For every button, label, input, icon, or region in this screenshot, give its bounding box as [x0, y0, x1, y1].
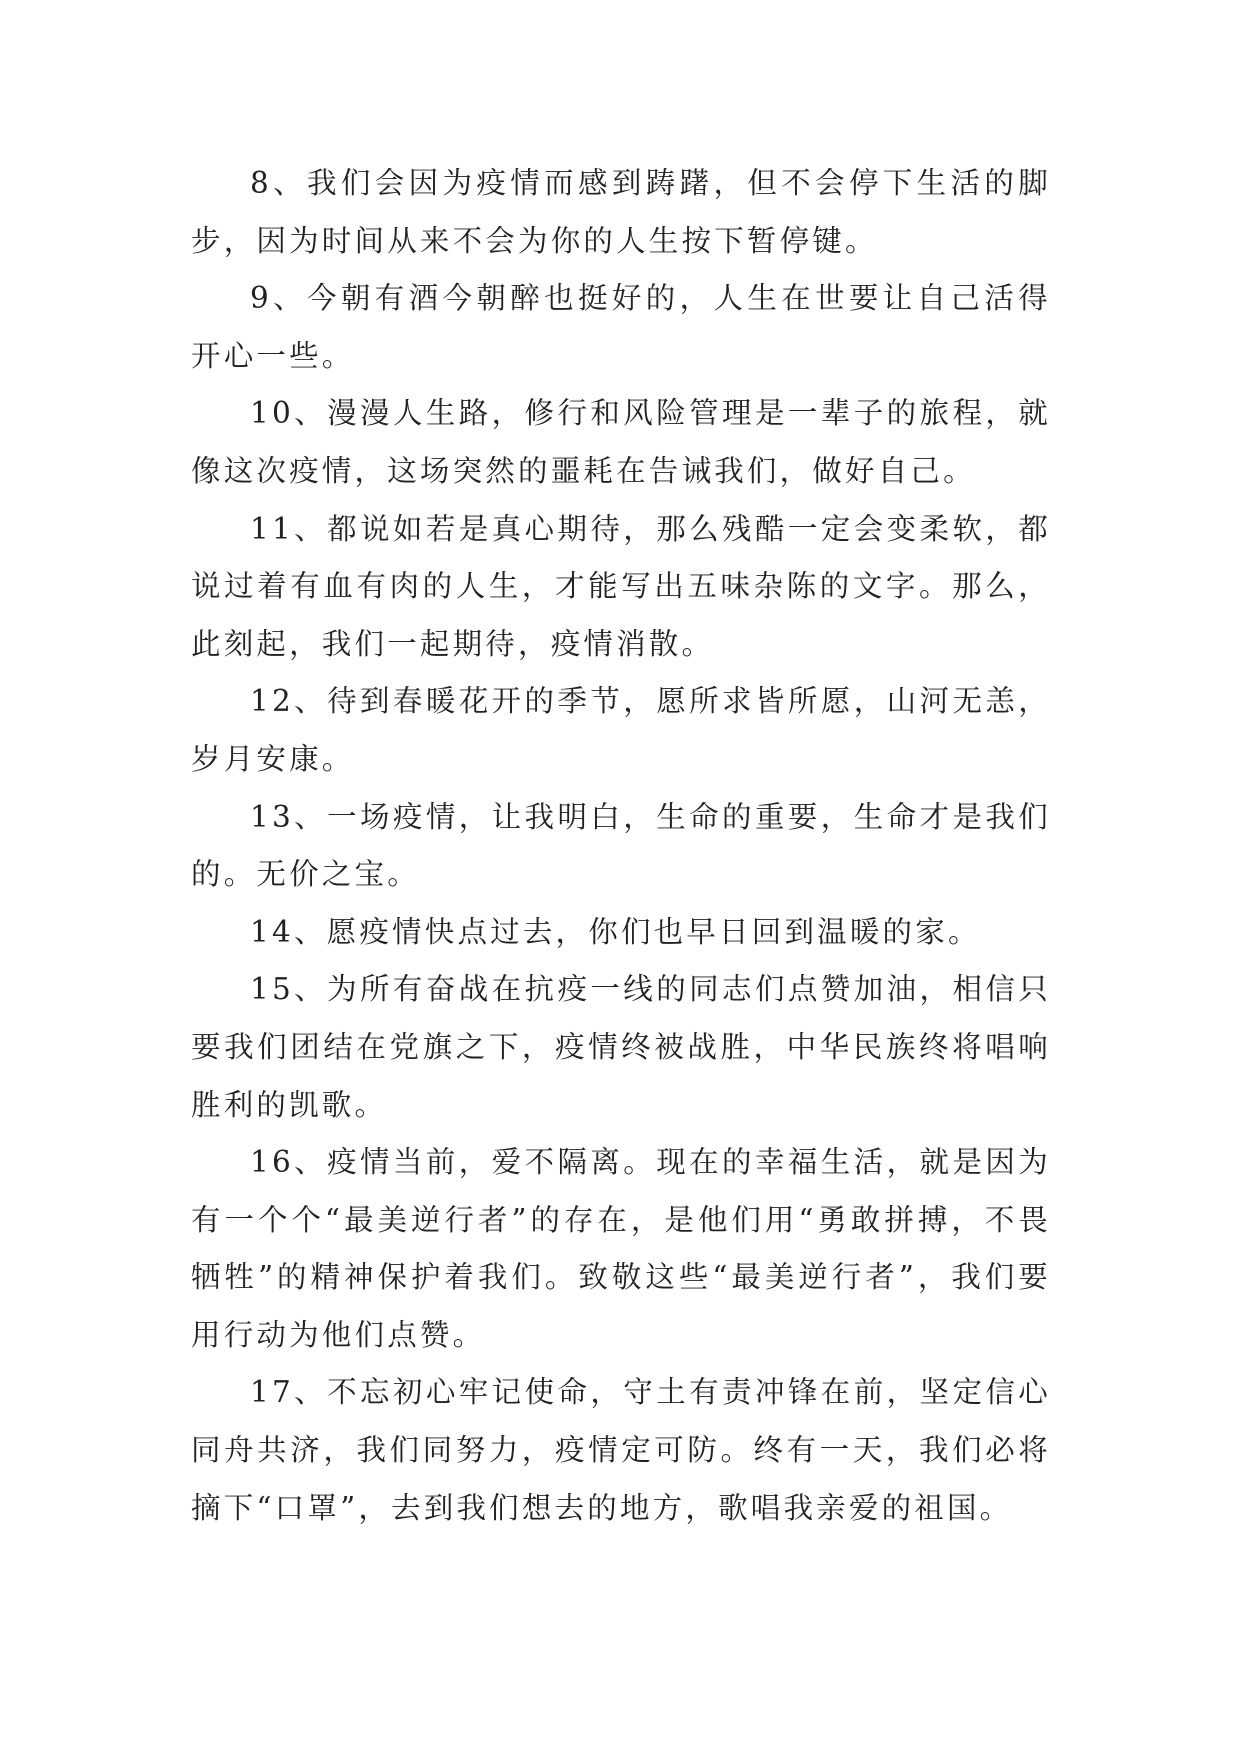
paragraph-12: 12、待到春暖花开的季节，愿所求皆所愿，山河无恙，岁月安康。	[191, 684, 1051, 776]
paragraph-13: 13、一场疫情，让我明白，生命的重要，生命才是我们的。无价之宝。	[191, 799, 1051, 892]
paragraph-16: 16、疫情当前，爱不隔离。现在的幸福生活，就是因为有一个个“最美逆行者”的存在，是他们用“勇敢拼搏，不畏牺牲”的精神保护着我们。致敬这些“最美逆行者”，我们要用行动为他们点赞。	[191, 1145, 1051, 1352]
paragraph-15: 15、为所有奋战在抗疫一线的同志们点赞加油，相信只要我们团结在党旗之下，疫情终被战胜，中华民族终将唱响胜利的凯歌。	[191, 972, 1051, 1122]
paragraph-17: 17、不忘初心牢记使命，守土有责冲锋在前，坚定信心同舟共济，我们同努力，疫情定可防。终有一天，我们必将摘下“口罩”，去到我们想去的地方，歌唱我亲爱的祖国。	[191, 1375, 1051, 1525]
paragraph-8: 8、我们会因为疫情而感到踌躇，但不会停下生活的脚步，因为时间从来不会为你的人生按下暂停键。	[191, 166, 1051, 258]
paragraph-10: 10、漫漫人生路，修行和风险管理是一辈子的旅程，就像这次疫情，这场突然的噩耗在告诫我们，做好自己。	[191, 396, 1051, 488]
paragraph-9: 9、今朝有酒今朝醉也挺好的，人生在世要让自己活得开心一些。	[191, 281, 1051, 373]
paragraph-14: 14、愿疫情快点过去，你们也早日回到温暖的家。	[250, 914, 981, 949]
paragraph-11: 11、都说如若是真心期待，那么残酷一定会变柔软，都说过着有血有肉的人生，才能写出五味杂陈的文字。那么，此刻起，我们一起期待，疫情消散。	[191, 511, 1051, 661]
document-body	[191, 155, 1051, 1537]
